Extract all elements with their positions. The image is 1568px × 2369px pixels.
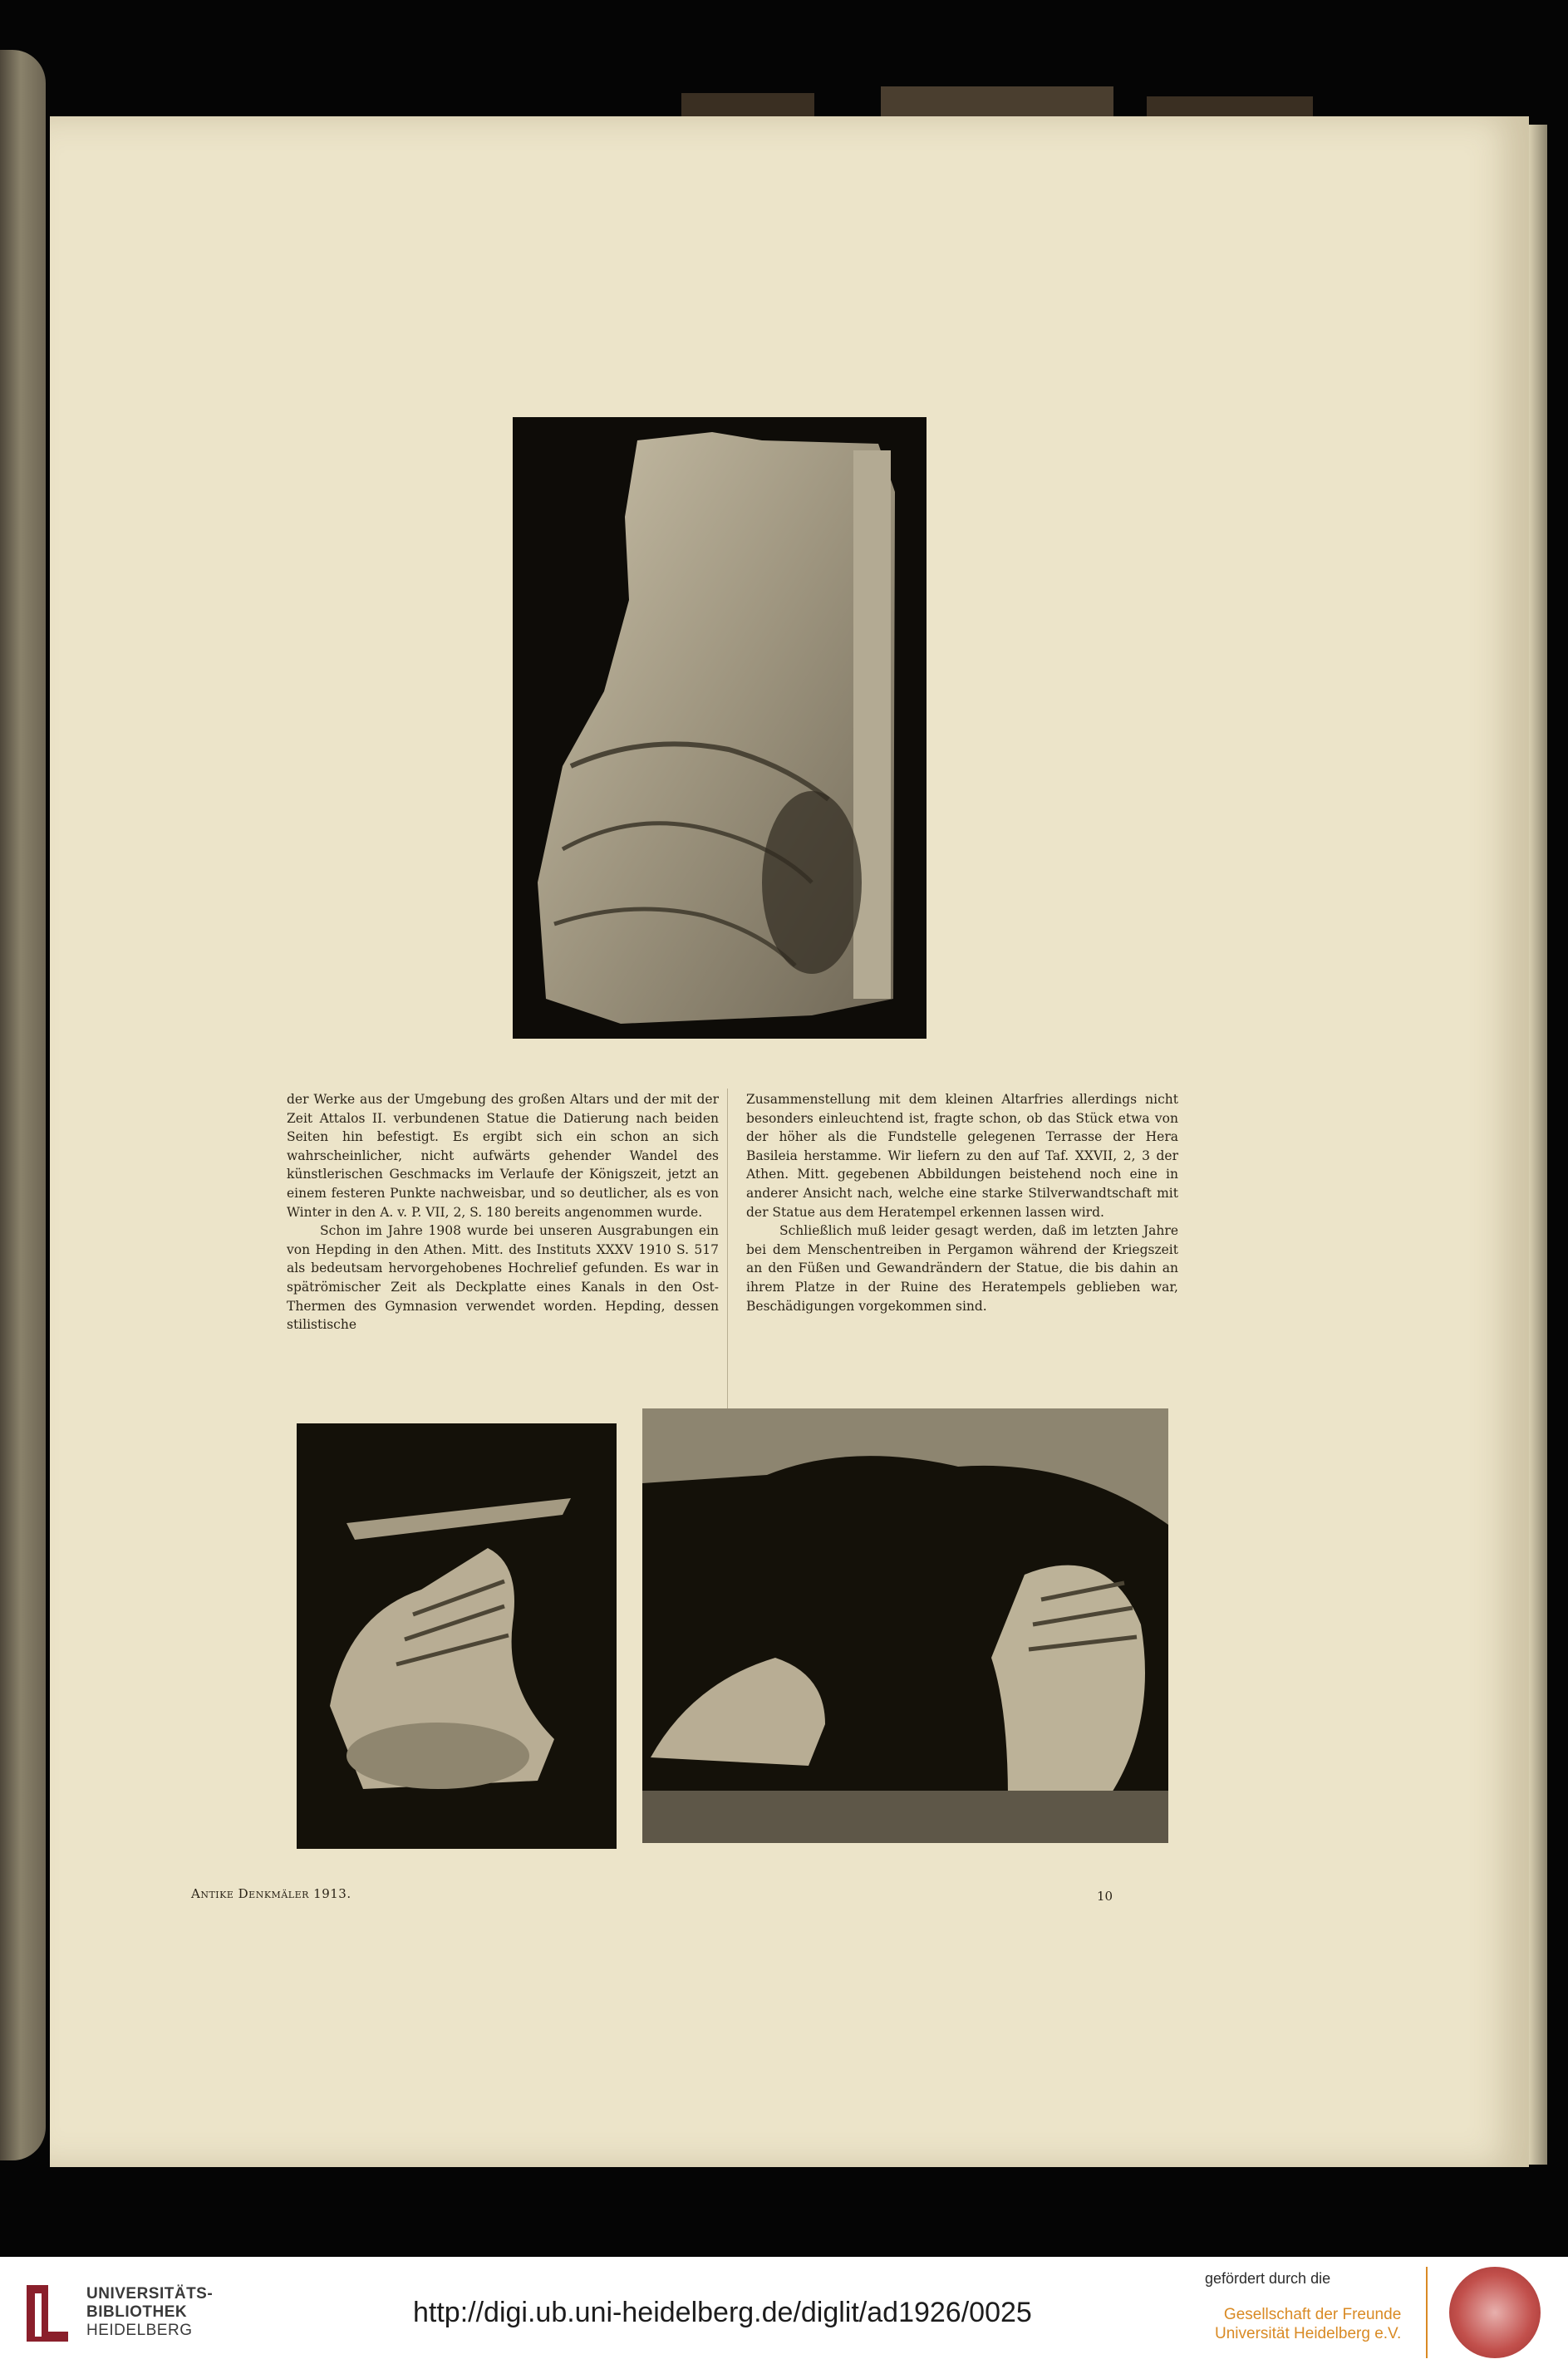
paragraph: Schließlich muß leider gesagt werden, daß im letzten Jahre bei dem Menschentreiben in Pergamon während der Kriegszeit an den Füßen und Gewandrändern der Statue, die bis dahin an ihrem Platze in der Ruine des Heratempels geblieben war, Beschädigungen vorgekommen sind. (746, 1223, 1178, 1314)
binding-tab (1147, 96, 1313, 116)
sponsor-label: gefördert durch die (1205, 2270, 1331, 2287)
permalink-url[interactable]: http://digi.ub.uni-heidelberg.de/diglit/ad1926/0025 (413, 2297, 1032, 2328)
left-text-column (287, 1090, 719, 1334)
page-stack-edge (1529, 125, 1547, 2165)
digitization-footer (0, 2257, 1568, 2369)
footer-plate-number: 10 (1097, 1889, 1113, 1904)
university-seal-icon (1449, 2267, 1541, 2358)
footer-series-title: Antike Denkmäler 1913. (191, 1886, 351, 1901)
binding-tab (881, 86, 1113, 116)
library-name-line: UNIVERSITÄTS- (86, 2285, 214, 2303)
sponsor-name-line: Gesellschaft der Freunde (1223, 2306, 1402, 2323)
paragraph: der Werke aus der Umgebung des großen Altars und der mit der Zeit Attalos II. verbundenen Statue die Datierung nach beiden Seiten hin befestigt. Es ergibt sich ein schon an sich wahrscheinlicher, nicht aufwärts gehender Wandel des künstlerischen Geschmacks im Verlaufe der Königszeit, jetzt an einem festeren Punkte nachweisbar, und so deutlicher, als es von Winter in den A. v. P. VII, 2, S. 180 bereits angenommen wurde. (287, 1092, 719, 1220)
relief-photo (513, 417, 927, 1039)
foot-photo-left (297, 1423, 617, 1849)
column-divider (727, 1089, 728, 1438)
library-name (86, 2285, 213, 2340)
sponsor-divider (1426, 2267, 1428, 2358)
library-logo-icon (23, 2282, 71, 2345)
library-name-line: BIBLIOTHEK (86, 2303, 188, 2321)
foot-photo-right (642, 1408, 1168, 1843)
sponsor-name-line: Universität Heidelberg e.V. (1215, 2325, 1402, 2342)
paragraph: Zusammenstellung mit dem kleinen Altarfries allerdings nicht besonders einleuchtend ist, fragte schon, ob das Stück etwa von der höher als die Fundstelle gelegenen Terrasse der Hera Basileia herstamme. Wir liefern zu den auf Taf. XXVII, 2, 3 der Athen. Mitt. gegebenen Abbildungen beistehend noch eine in anderer Ansicht nach, welche eine starke Stilverwandtschaft mit der Statue aus dem Heratempel erkennen lassen wird. (746, 1092, 1178, 1220)
book-page (50, 116, 1529, 2167)
left-page-edge (0, 50, 46, 2160)
binding-tab (681, 93, 814, 116)
sponsor-name (1215, 2305, 1401, 2343)
library-name-line: HEIDELBERG (86, 2322, 193, 2339)
paragraph: Schon im Jahre 1908 wurde bei unseren Ausgrabungen ein von Hepding in den Athen. Mitt. des Instituts XXXV 1910 S. 517 als bedeutsam hervorgehobenes Hochrelief gefunden. Es war in spätrömischer Zeit als Deckplatte eines Kanals in den Ost-Thermen des Gymnasion verwendet worden. Hepding, dessen stilistische (287, 1223, 719, 1333)
right-text-column (746, 1090, 1178, 1315)
